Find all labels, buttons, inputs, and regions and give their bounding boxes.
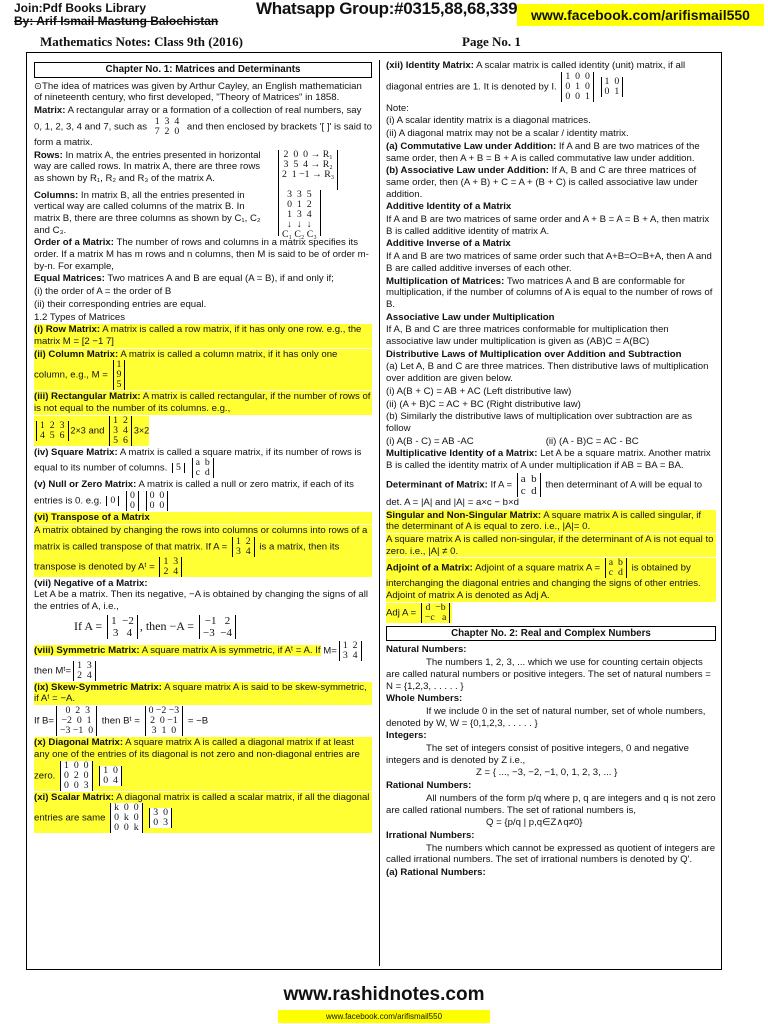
- author-text: By: Arif Ismail Mastung Balochistan: [14, 14, 219, 28]
- note-1: (i) A scalar identity matrix is a diagonal matrices.: [386, 115, 591, 127]
- integers-def: The set of integers consist of positive integers, 0 and negative integers and is denoted by Z i.e.,: [386, 743, 689, 766]
- diagonal-matrix: (x) Diagonal Matrix: A square matrix A is called a diagonal matrix if at least any one of the entries of its diagonal is not zero and non-diagonal entries are zero. 1 0 0 0 2 0 0 0 3 1 0 0 4: [34, 737, 372, 790]
- scalar-example-1: k 0 0 0 k 0 0 0 k: [110, 803, 143, 833]
- square-example-2: a b c d: [192, 458, 214, 478]
- integers-set: Z = { ..., −3, −2, −1, 0, 1, 2, 3, ... }: [476, 767, 618, 779]
- equal-cond-2: (ii) their corresponding entries are equal.: [34, 298, 207, 310]
- matrix-definition: Matrix: A rectangular array or a formation of a collection of real numbers, say 0, 1, 2, 3, 4 and 7, such as 1 3 4 7 2 0 and then enclosed by brackets '[ ]' is said to form a matrix.: [34, 105, 372, 148]
- distributive-b-laws: (i) A(B - C) = AB -AC (ii) (A - B)C = AC - BC: [386, 435, 639, 447]
- transpose-heading: (vi) Transpose of a Matrix: [34, 512, 372, 524]
- note-heading: Note:: [386, 102, 409, 114]
- distributive-a: (a) Let A, B and C are three matrices. Then distributive laws of multiplication over addition are given below.: [386, 361, 709, 385]
- order-definition: Order of a Matrix: The number of rows and columns in a matrix specifies its order. If a matrix M has m rows and n columns, then M is said to be of order m-by-n. For example,: [34, 237, 369, 272]
- square-matrix: (iv) Square Matrix: A matrix is called a square matrix, if its number of rows is equal to its number of columns. 5 a b c d: [34, 446, 362, 479]
- determinant-matrix: a b c d: [517, 473, 541, 497]
- null-example-1: 0: [106, 496, 119, 506]
- transpose-at: 1 3 2 4: [159, 557, 182, 577]
- note-2: (ii) A diagonal matrix may not be a scalar / identity matrix.: [386, 128, 629, 140]
- column-matrix: (ii) Column Matrix: A matrix is called a column matrix, if it has only one column, e.g., M = 1 9 5: [34, 349, 372, 391]
- diag-example-1: 1 0 0 0 2 0 0 0 3: [60, 761, 93, 791]
- symmetric-matrix: (viii) Symmetric Matrix: A square matrix A is symmetric, if Aᵗ = A. If M= 1 2 3 4 then Mᵗ= 1 3 2 4: [34, 641, 372, 681]
- matrix-example: 1 3 4 7 2 0: [154, 115, 180, 137]
- page-number: Page No. 1: [462, 34, 521, 49]
- integers-heading: Integers:: [386, 730, 427, 742]
- footer-facebook[interactable]: www.facebook.com/arifismail550: [278, 1010, 490, 1023]
- negative-equation: If A = 1 −2 3 4 , then −A = −1 2 −3 −4: [74, 615, 372, 639]
- rect-example-2: 1 2 3 4 5 6: [109, 416, 132, 446]
- rational-set: Q = {p/q | p,q∈Z∧q≠0}: [486, 817, 583, 829]
- null-matrix: (v) Null or Zero Matrix: A matrix is called a null or zero matrix, if each of its entries is 0. e.g. 0 0 0 0 0 0 0: [34, 479, 354, 512]
- skew-symmetric-matrix: (ix) Skew-Symmetric Matrix: A square matrix A is said to be skew-symmetric, if Aᵗ = −A.: [34, 682, 372, 705]
- assoc-mult-heading: Associative Law under Multiplication: [386, 311, 555, 323]
- natural-def: The numbers 1, 2, 3, ... which we use for counting certain objects are called natural numbers or positive integers. The set of natural numbers = N = {1,2,3, . . . . . }: [386, 657, 711, 692]
- natural-heading: Natural Numbers:: [386, 644, 467, 656]
- row-matrix: (i) Row Matrix: A matrix is called a row matrix, if it has only one row. e.g., the matrix M = [2 −1 7]: [34, 324, 372, 347]
- adjoint-equation: Adj A = d −b −c a: [386, 603, 452, 623]
- scalar-matrix: (xi) Scalar Matrix: A diagonal matrix is called a scalar matrix, if all the diagonal entries are same k 0 0 0 k 0 0 0 k 3 0 0 3: [34, 792, 372, 834]
- multiplicative-identity: Multiplicative Identity of a Matrix: Let A be a square matrix. Another matrix B is called the identity matrix of A under multiplication if AB = BA = BA.: [386, 448, 711, 472]
- matrix-a-rows: 2 0 0 → R₁ 3 5 4 → R₂ 2 1 −1 → R₃: [278, 150, 338, 190]
- non-singular-matrix: A square matrix A is called non-singular, if the determinant of A is not equal to zero. i.e., |A| ≠ 0.: [386, 534, 716, 557]
- assoc-mult-def: If A, B and C are three matrices conformable for multiplication then associative law under multiplication is given as (AB)C = A(BC): [386, 324, 669, 348]
- identity-matrix: (xii) Identity Matrix: A scalar matrix is called identity (unit) matrix, if all diagonal entries are 1. It is denoted by I. 1 0 0 0 1 0 0 0 1 1 0 0 1: [386, 60, 686, 102]
- distributive-heading: Distributive Laws of Multiplication over Addition and Subtraction: [386, 348, 682, 360]
- additive-inverse-heading: Additive Inverse of a Matrix: [386, 238, 511, 250]
- rect-example-1: 1 2 3 4 5 6: [36, 421, 69, 441]
- irrational-def: The numbers which cannot be expressed as quotient of integers are called irrational numbers. The set of irrational numbers is denoted by Q'.: [386, 842, 716, 866]
- square-example-1: 5: [172, 463, 185, 473]
- whatsapp-text: Whatsapp Group:#0315,88,68,339: [256, 0, 518, 18]
- header-left: [14, 2, 218, 28]
- additive-inverse-def: If A and B are two matrices of same order such that A+B=O=B+A, then A and B are called additive inverses of each other.: [386, 251, 712, 274]
- commutative-law: (a) Commutative Law under Addition: If A and B are two matrices of the same order, then A + B = B + A is called commutative law under addition.: [386, 140, 700, 164]
- associative-law: (b) Associative Law under Addition: If A, B and C are three matrices of same order, then (A + B) + C = A + (B + C) is called associative law under addition.: [386, 165, 698, 200]
- diag-example-2: 1 0 0 4: [99, 766, 122, 786]
- rectangular-examples: 1 2 3 4 5 6 2×3 and 1 2 3 4 5 6 3×2: [34, 416, 149, 446]
- whole-heading: Whole Numbers:: [386, 693, 463, 705]
- types-heading: 1.2 Types of Matrices: [34, 311, 126, 323]
- rational-def: All numbers of the form p/q where p, q are integers and q is not zero are called rational numbers. The set of rational numbers is,: [386, 792, 716, 816]
- scalar-example-2: 3 0 0 3: [149, 808, 172, 828]
- chapter-1-title: Chapter No. 1: Matrices and Determinants: [34, 62, 372, 78]
- equal-definition: Equal Matrices: Two matrices A and B are equal (A = B), if and only if;: [34, 273, 334, 285]
- irrational-heading: Irrational Numbers:: [386, 829, 475, 841]
- skew-example: If B= 0 2 3 −2 0 1 −3 −1 0 then Bᵗ = 0 −2 −3 2 0 −1 3 1 0 = −B: [34, 705, 209, 737]
- negative-matrix: (vii) Negative of a Matrix: Let A be a matrix. Then its negative, −A is obtained by changing the signs of all the entries of A, i.e.,: [34, 577, 368, 612]
- distributive-a-2: (ii) (A + B)C = AC + BC (Right distributive law): [386, 398, 581, 410]
- determinant: Determinant of Matrix: If A = a b c d then determinant of A will be equal to det. A = |A| and |A| = a×c − b×d: [386, 472, 703, 508]
- facebook-banner[interactable]: www.facebook.com/arifismail550: [517, 4, 764, 26]
- intro-paragraph: ⊙The idea of matrices was given by Arthur Cayley, an English mathematician of nineteenth century, who first developed, "Theory of Matrices" in 1858.: [34, 80, 362, 104]
- distributive-a-1: (i) A(B + C) = AB + AC (Left distributive law): [386, 385, 572, 397]
- additive-identity-heading: Additive Identity of a Matrix: [386, 201, 512, 213]
- column-divider: [379, 60, 380, 966]
- left-column: [34, 60, 372, 834]
- columns-section: Columns: In matrix B, all the entries presented in vertical way are called columns of the matrix B. In matrix B, there are three columns as shown by C₁, C₂ and C₃. 3 3 5 0 1 2 1 3 4 ↓ ↓ ↓ C₁ C₂ C₃: [34, 190, 372, 238]
- rows-section: Rows: In matrix A, the entries presented in horizontal way are called rows. In matrix A, there are three rows as shown by R₁, R₂ and R₃ of the matrix A. 2 0 0 → R₁ 3 5 4 → R₂ 2 1 −1 → R₃: [34, 150, 372, 190]
- notes-title: Mathematics Notes: Class 9th (2016): [40, 34, 243, 49]
- right-column: [386, 60, 716, 880]
- adjoint-result: d −b −c a: [421, 603, 451, 623]
- null-example-2: 0 0: [126, 491, 139, 511]
- whole-def: If we include 0 in the set of natural number, set of whole numbers, denoted by W, W = {0,1,2,3, . . . . . }: [386, 705, 706, 729]
- multiplication-def: Multiplication of Matrices: Two matrices A and B are conformable for multiplication, if the number of columns of A is equal to the number of rows of B.: [386, 275, 713, 310]
- distributive-b: (b) Similarly the distributive laws of multiplication over subtraction are as follow: [386, 411, 693, 434]
- rectangular-matrix: (iii) Rectangular Matrix: A matrix is called rectangular, if the number of rows of is not equal to the number of its columns. e.g.,: [34, 391, 371, 415]
- radio-icon: ⊙: [34, 80, 43, 92]
- adjoint-matrix: Adjoint of a Matrix: Adjoint of a square matrix A = a b c d is obtained by interchanging the diagonal entries and changing the signs of other entries. Adjoint of matrix A is denoted as Adj A.: [386, 558, 716, 601]
- additive-identity-def: If A and B are two matrices of same order and A + B = A = B + A, then matrix B is called additive identity of matrix A.: [386, 214, 710, 237]
- identity-example-1: 1 0 0 0 1 0 0 0 1: [561, 72, 594, 102]
- column-matrix-example: 1 9 5: [113, 360, 126, 390]
- null-example-3: 0 0 0 0: [146, 491, 169, 511]
- singular-matrix: Singular and Non-Singular Matrix: A square matrix A is called singular, if the determinant of A is equal to zero. i.e., |A|= 0.: [386, 510, 716, 533]
- transpose-definition: A matrix obtained by changing the rows into columns or columns into rows of a matrix is called transpose of that matrix. If A = 1 2 3 4 is a matrix, then its transpose is denoted by Aᵗ = 1 3 2 4: [34, 525, 372, 577]
- adjoint-a: a b c d: [605, 558, 627, 578]
- identity-example-2: 1 0 0 1: [601, 77, 624, 97]
- join-text: Join:Pdf Books Library: [14, 1, 147, 15]
- transpose-a: 1 2 3 4: [232, 537, 255, 557]
- equal-cond-1: (i) the order of A = the order of B: [34, 286, 172, 298]
- chapter-2-title: Chapter No. 2: Real and Complex Numbers: [386, 626, 716, 642]
- footer-website[interactable]: www.rashidnotes.com: [283, 984, 485, 1005]
- rational-numbers-sub: (a) Rational Numbers:: [386, 867, 486, 879]
- matrix-b-columns: 3 3 5 0 1 2 1 3 4 ↓ ↓ ↓ C₁ C₂ C₃: [278, 190, 321, 236]
- rational-heading: Rational Numbers:: [386, 780, 472, 792]
